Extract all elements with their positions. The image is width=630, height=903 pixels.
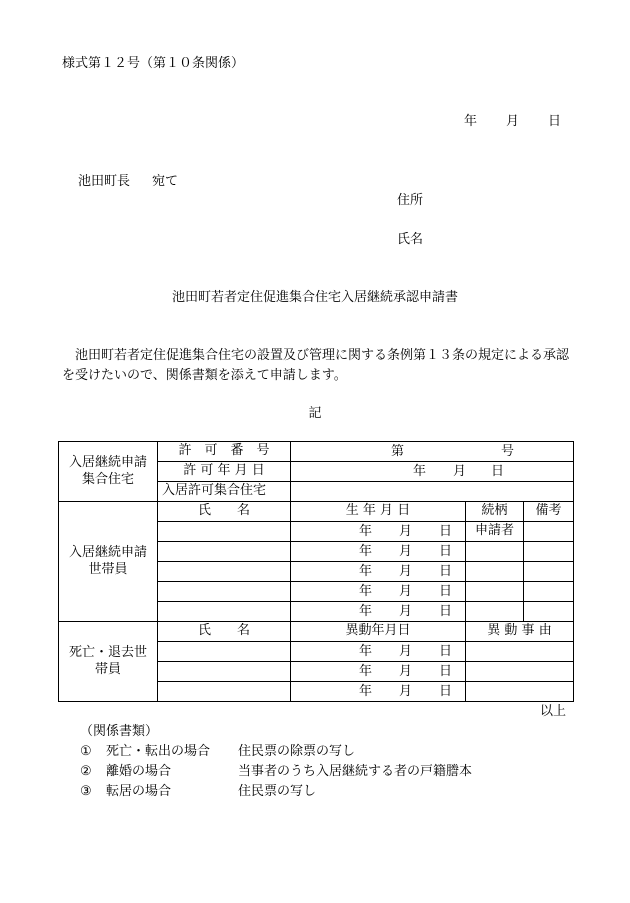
date-year-label: 年 bbox=[359, 524, 373, 539]
related-doc-case: 転居の場合 bbox=[106, 784, 172, 799]
related-doc-document: 当事者のうち入居継続する者の戸籍謄本 bbox=[238, 764, 473, 779]
housing-section-label: 入居継続申請集合住宅 bbox=[59, 442, 158, 502]
date-month-label: 月 bbox=[399, 564, 413, 579]
household-relation-header: 続柄 bbox=[466, 502, 524, 522]
date-month-label: 月 bbox=[506, 114, 520, 129]
household-relation-field[interactable] bbox=[466, 602, 524, 622]
date-day-label: 日 bbox=[439, 684, 453, 699]
household-relation-field[interactable] bbox=[466, 542, 524, 562]
date-day-label: 日 bbox=[439, 584, 453, 599]
document-title: 池田町若者定住促進集合住宅入居継続承認申請書 bbox=[171, 290, 458, 305]
household-relation-applicant: 申請者 bbox=[466, 522, 524, 542]
date-day-label: 日 bbox=[491, 464, 505, 479]
household-section-label: 入居継続申請世帯員 bbox=[59, 502, 158, 622]
household-remarks-field[interactable] bbox=[524, 582, 574, 602]
departed-name-field[interactable] bbox=[158, 642, 291, 662]
household-remarks-field[interactable] bbox=[524, 602, 574, 622]
household-birth-header: 生 年 月 日 bbox=[291, 502, 466, 522]
date-month-label: 月 bbox=[399, 584, 413, 599]
date-day-label: 日 bbox=[548, 114, 562, 129]
related-doc-case: 死亡・転出の場合 bbox=[106, 744, 211, 759]
date-year-label: 年 bbox=[359, 584, 373, 599]
departed-date-field[interactable] bbox=[291, 682, 466, 702]
related-doc-item bbox=[80, 764, 472, 780]
date-month-label: 月 bbox=[399, 604, 413, 619]
addressee-honorific: 宛て bbox=[152, 174, 179, 189]
permit-date-field[interactable] bbox=[291, 462, 574, 482]
departed-name-field[interactable] bbox=[158, 662, 291, 682]
permit-date-label: 許 可 年 月 日 bbox=[158, 462, 291, 482]
permitted-housing-label: 入居許可集合住宅 bbox=[158, 482, 291, 502]
body-paragraph: 池田町若者定住促進集合住宅の設置及び管理に関する条例第１３条の規定による承認を受けたいので、関係書類を添えて申請します。 bbox=[62, 348, 570, 383]
related-doc-document: 住民票の写し bbox=[238, 784, 317, 799]
permit-number-suffix: 号 bbox=[501, 444, 515, 459]
date-year-label: 年 bbox=[359, 644, 373, 659]
date-year-label: 年 bbox=[359, 604, 373, 619]
household-remarks-field[interactable] bbox=[524, 542, 574, 562]
date-year-label: 年 bbox=[359, 564, 373, 579]
address-label: 住所 bbox=[397, 193, 424, 208]
household-birth-field[interactable] bbox=[291, 582, 466, 602]
departed-date-field[interactable] bbox=[291, 662, 466, 682]
date-year-label: 年 bbox=[359, 664, 373, 679]
form-number: 様式第１２号（第１０条関係） bbox=[62, 56, 245, 71]
departed-section-label: 死亡・退去世帯員 bbox=[59, 622, 158, 702]
permitted-housing-field[interactable] bbox=[291, 482, 574, 502]
addressee-name: 池田町長 bbox=[78, 174, 131, 189]
household-birth-field[interactable] bbox=[291, 602, 466, 622]
departed-name-field[interactable] bbox=[158, 682, 291, 702]
household-remarks-header: 備考 bbox=[524, 502, 574, 522]
departed-reason-field[interactable] bbox=[466, 662, 574, 682]
household-birth-field[interactable] bbox=[291, 562, 466, 582]
household-remarks-field[interactable] bbox=[524, 562, 574, 582]
date-month-label: 月 bbox=[399, 544, 413, 559]
ijo-marker: 以上 bbox=[540, 704, 567, 719]
addressee bbox=[78, 174, 178, 190]
body-text bbox=[62, 346, 572, 386]
name-label: 氏名 bbox=[397, 232, 424, 247]
date-year-label: 年 bbox=[413, 464, 427, 479]
household-name-header: 氏 名 bbox=[158, 502, 291, 522]
related-doc-case: 離婚の場合 bbox=[106, 764, 172, 779]
date-year-label: 年 bbox=[359, 544, 373, 559]
permit-number-field[interactable] bbox=[291, 442, 574, 462]
related-docs-heading: （関係書類） bbox=[80, 724, 159, 739]
household-name-field[interactable] bbox=[158, 602, 291, 622]
departed-name-header: 氏 名 bbox=[158, 622, 291, 642]
household-relation-field[interactable] bbox=[466, 582, 524, 602]
departed-date-header: 異動年月日 bbox=[291, 622, 466, 642]
table-row bbox=[59, 502, 574, 522]
related-doc-item bbox=[80, 784, 316, 800]
departed-reason-field[interactable] bbox=[466, 682, 574, 702]
table-row bbox=[59, 622, 574, 642]
departed-reason-header: 異 動 事 由 bbox=[466, 622, 574, 642]
related-doc-number: ③ bbox=[80, 784, 92, 799]
date-day-label: 日 bbox=[439, 664, 453, 679]
household-name-field[interactable] bbox=[158, 562, 291, 582]
application-table bbox=[58, 441, 574, 702]
related-doc-document: 住民票の除票の写し bbox=[238, 744, 356, 759]
household-birth-field[interactable] bbox=[291, 542, 466, 562]
date-month-label: 月 bbox=[399, 524, 413, 539]
date-month-label: 月 bbox=[399, 684, 413, 699]
household-birth-field[interactable] bbox=[291, 522, 466, 542]
household-remarks-field[interactable] bbox=[524, 522, 574, 542]
date-day-label: 日 bbox=[439, 544, 453, 559]
date-day-label: 日 bbox=[439, 564, 453, 579]
related-doc-item bbox=[80, 744, 355, 760]
date-month-label: 月 bbox=[453, 464, 467, 479]
permit-number-label: 許 可 番 号 bbox=[158, 442, 291, 462]
household-name-field[interactable] bbox=[158, 542, 291, 562]
date-year-label: 年 bbox=[359, 684, 373, 699]
related-doc-number: ① bbox=[80, 744, 92, 759]
date-day-label: 日 bbox=[439, 524, 453, 539]
date-month-label: 月 bbox=[399, 664, 413, 679]
household-name-field[interactable] bbox=[158, 582, 291, 602]
date-year-label: 年 bbox=[464, 114, 478, 129]
departed-reason-field[interactable] bbox=[466, 642, 574, 662]
related-doc-number: ② bbox=[80, 764, 92, 779]
date-month-label: 月 bbox=[399, 644, 413, 659]
household-name-field[interactable] bbox=[158, 522, 291, 542]
departed-date-field[interactable] bbox=[291, 642, 466, 662]
date-day-label: 日 bbox=[439, 604, 453, 619]
table-row bbox=[59, 442, 574, 462]
ki-marker: 記 bbox=[308, 406, 322, 421]
permit-number-prefix: 第 bbox=[391, 444, 405, 459]
date-day-label: 日 bbox=[439, 644, 453, 659]
household-relation-field[interactable] bbox=[466, 562, 524, 582]
